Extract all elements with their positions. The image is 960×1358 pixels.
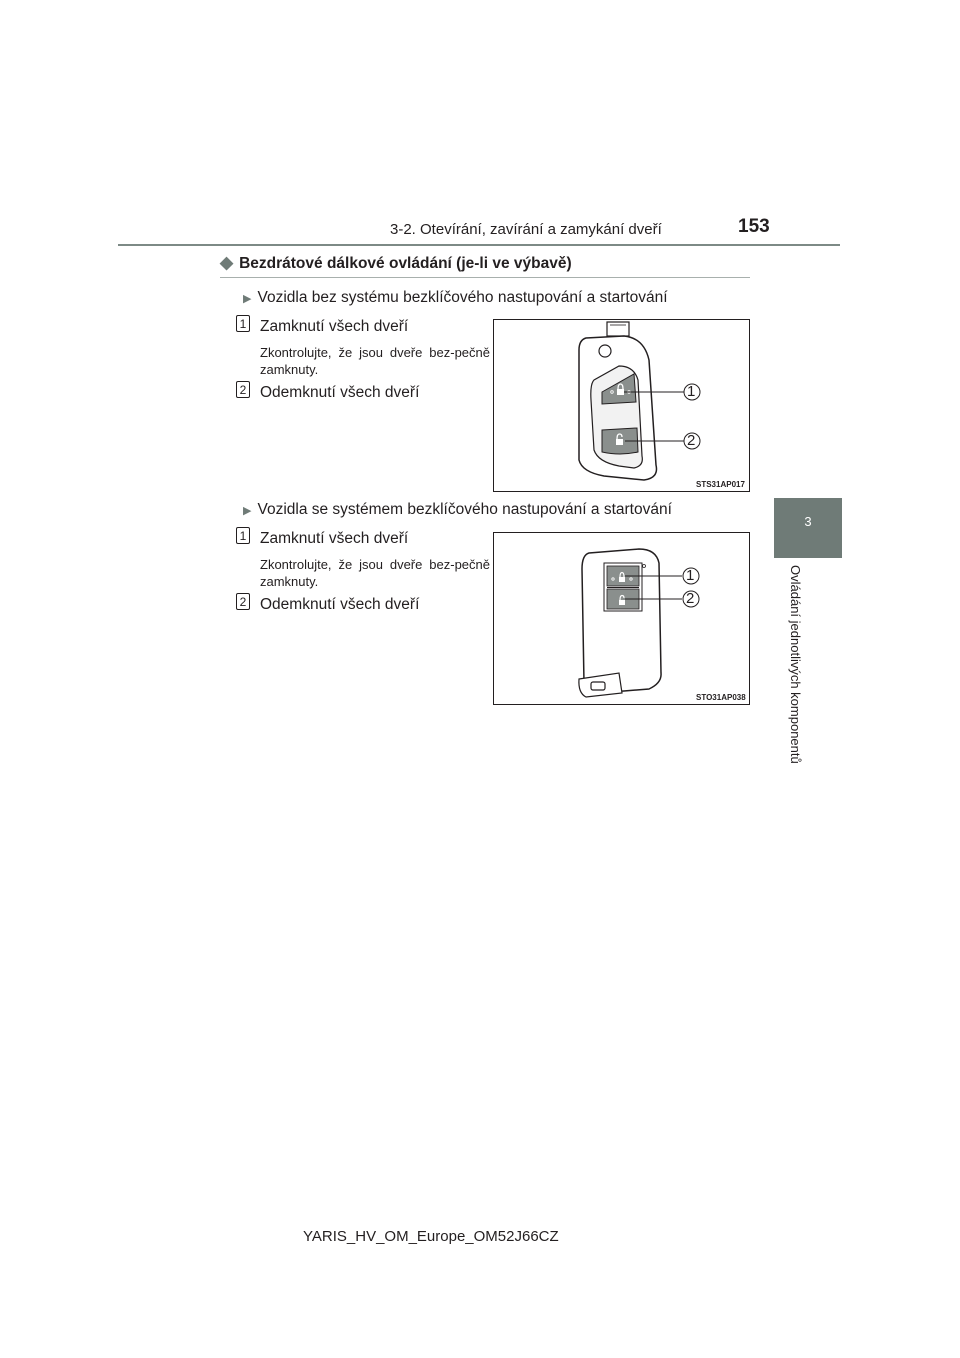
subheading-2-text: Vozidla se systémem bezklíčového nastupování a startování: [257, 501, 672, 518]
footer-document-id: YARIS_HV_OM_Europe_OM52J66CZ: [303, 1228, 559, 1245]
smart-key-illustration: [494, 533, 749, 704]
item-number-badge: 1: [236, 527, 250, 544]
figure-code: STS31AP017: [696, 480, 745, 489]
figure-smart-key: [493, 532, 750, 705]
figure-foldable-key: [493, 319, 750, 492]
diamond-bullet-icon: ◆: [220, 253, 234, 272]
figure-callout: 2: [687, 432, 696, 449]
subheading-1: [243, 289, 668, 307]
chapter-number: 3: [804, 514, 812, 529]
triangle-bullet-icon: ▶: [243, 293, 252, 305]
item-label: Odemknutí všech dveří: [260, 384, 420, 401]
item-note: Zkontrolujte, že jsou dveře bez-pečně zamknuty.: [260, 345, 490, 377]
foldable-key-illustration: [494, 320, 749, 491]
figure-callout: 1: [686, 567, 695, 584]
item-number-badge: 1: [236, 315, 250, 332]
figure-callout: 1: [687, 383, 696, 400]
section-divider: [220, 277, 750, 278]
figure-callout: 2: [686, 590, 695, 607]
item-label: Odemknutí všech dveří: [260, 596, 420, 613]
item-number-badge: 2: [236, 381, 250, 398]
subheading-1-text: Vozidla bez systému bezklíčového nastupování a startování: [257, 289, 668, 306]
item-number-badge: 2: [236, 593, 250, 610]
triangle-bullet-icon: ▶: [243, 505, 252, 517]
section-heading-text: Bezdrátové dálkové ovládání (je-li ve výbavě): [239, 255, 572, 272]
item-note: Zkontrolujte, že jsou dveře bez-pečně zamknuty.: [260, 557, 490, 589]
header-divider: [118, 244, 840, 246]
section-heading: [220, 253, 572, 273]
item-label: Zamknutí všech dveří: [260, 530, 409, 547]
chapter-title: Ovládání jednotlivých komponentů: [788, 565, 803, 764]
item-label: Zamknutí všech dveří: [260, 318, 409, 335]
subheading-2: [243, 501, 672, 519]
figure-code: STO31AP038: [696, 693, 746, 702]
header-section-title: 3-2. Otevírání, zavírání a zamykání dveří: [390, 221, 662, 238]
page-number: 153: [738, 216, 770, 237]
